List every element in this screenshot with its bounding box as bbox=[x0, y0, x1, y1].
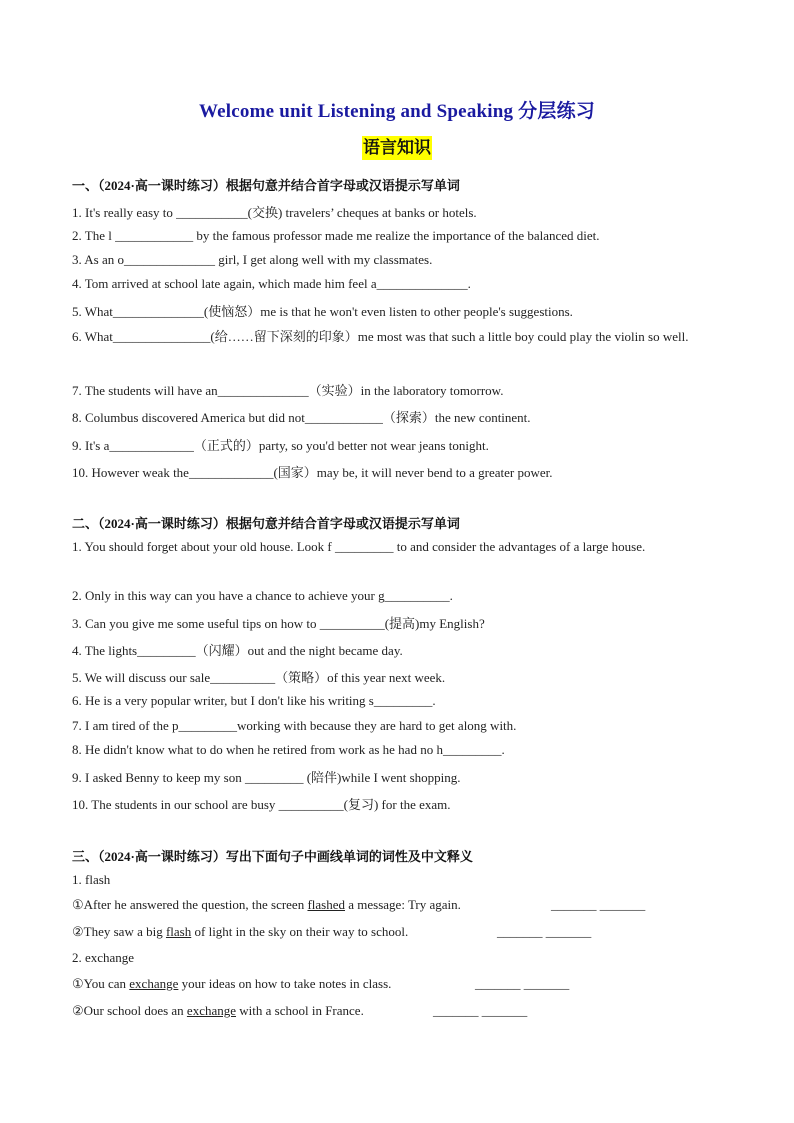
question-line: 9. It's a_____________（正式的）party, so you'd better not wear jeans tonight. bbox=[72, 438, 489, 453]
section-label-highlight: 语言知识 bbox=[362, 136, 432, 160]
answer-blank: _______ _______ bbox=[497, 924, 592, 939]
question-line: 8. Columbus discovered America but did not____________（探索）the new continent. bbox=[72, 410, 531, 425]
question-line: 7. The students will have an______________（实验）in the laboratory tomorrow. bbox=[72, 383, 504, 398]
vocab-word: 1. flash bbox=[72, 872, 111, 887]
underlined-word: flashed bbox=[307, 897, 346, 912]
page-title: Welcome unit Listening and Speaking 分层练习 bbox=[199, 101, 595, 122]
question-line: 2. The l ____________ by the famous professor made me realize the importance of the balanced diet. bbox=[72, 228, 600, 243]
vocab-word: 2. exchange bbox=[72, 950, 135, 965]
underlined-word: flash bbox=[165, 924, 192, 939]
question-line: 6. What_______________(给……留下深刻的印象）me most was that such a little boy could play the violin so well. bbox=[72, 329, 689, 344]
answer-blank: _______ _______ bbox=[433, 1003, 528, 1018]
answer-blank: _______ _______ bbox=[475, 976, 570, 991]
sentence-line: ②They saw a big flash of light in the sky on their way to school. _______ _______ bbox=[72, 924, 592, 939]
question-line: 3. As an o______________ girl, I get along well with my classmates. bbox=[72, 252, 433, 267]
question-line: 10. However weak the_____________(国家）may be, it will never bend to a greater power. bbox=[72, 465, 553, 480]
question-line: 10. The students in our school are busy __________(复习) for the exam. bbox=[72, 797, 451, 812]
question-line: 6. He is a very popular writer, but I don't like his writing s_________. bbox=[72, 693, 436, 708]
question-line: 1. It's really easy to ___________(交换) travelers’ cheques at banks or hotels. bbox=[72, 205, 477, 220]
section-heading-3: 三、（2024·高一课时练习）写出下面句子中画线单词的词性及中文释义 bbox=[72, 849, 473, 864]
section-heading-1: 一、（2024·高一课时练习）根据句意并结合首字母或汉语提示写单词 bbox=[72, 178, 460, 193]
underlined-word: exchange bbox=[186, 1003, 237, 1018]
question-line: 7. I am tired of the p_________working with because they are hard to get along with. bbox=[72, 718, 517, 733]
underlined-word: exchange bbox=[129, 976, 179, 991]
question-line: 9. I asked Benny to keep my son _________ (陪伴)while I went shopping. bbox=[72, 770, 461, 785]
sentence-line: ①You can exchange your ideas on how to take notes in class. _______ _______ bbox=[72, 976, 570, 991]
question-line: 4. Tom arrived at school late again, which made him feel a______________. bbox=[72, 276, 471, 291]
question-line: 5. What______________(使恼怒）me is that he won't even listen to other people's suggestions. bbox=[72, 304, 573, 319]
sentence-line: ②Our school does an exchange with a school in France. _______ _______ bbox=[72, 1003, 528, 1018]
section-heading-2: 二、（2024·高一课时练习）根据句意并结合首字母或汉语提示写单词 bbox=[72, 516, 460, 531]
question-line: 1. You should forget about your old house. Look f _________ to and consider the advantages of a large house. bbox=[72, 539, 646, 554]
question-line: 4. The lights_________（闪耀）out and the night became day. bbox=[72, 643, 403, 658]
question-line: 5. We will discuss our sale__________（策略）of this year next week. bbox=[72, 670, 446, 685]
question-line: 2. Only in this way can you have a chance to achieve your g__________. bbox=[72, 588, 453, 603]
question-line: 3. Can you give me some useful tips on how to __________(提高)my English? bbox=[72, 616, 485, 631]
answer-blank: _______ _______ bbox=[551, 897, 646, 912]
question-line: 8. He didn't know what to do when he retired from work as he had no h_________. bbox=[72, 742, 505, 757]
sentence-line: ①After he answered the question, the screen flashed a message: Try again. _______ _______ bbox=[72, 897, 646, 912]
